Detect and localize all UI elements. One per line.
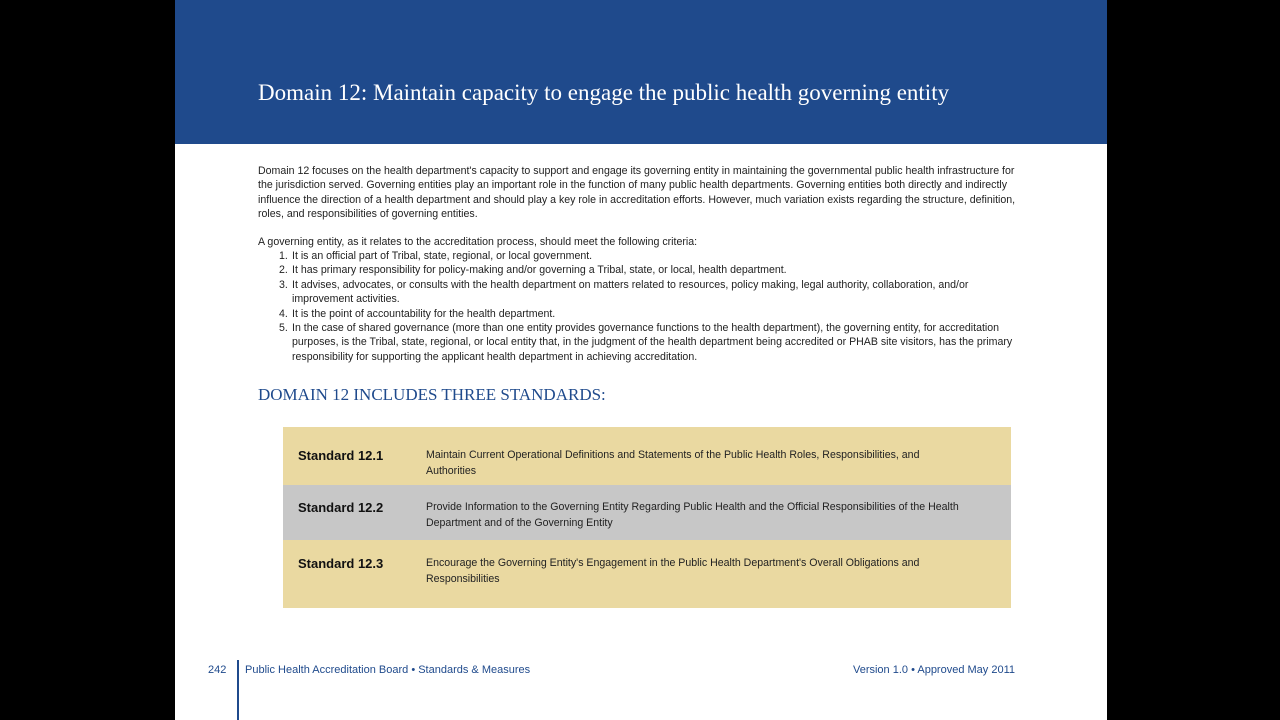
standards-heading: DOMAIN 12 INCLUDES THREE STANDARDS: xyxy=(258,385,606,404)
list-item xyxy=(273,321,1013,364)
list-item-text: It is the point of accountability for the health department. xyxy=(292,307,556,320)
page-footer xyxy=(175,660,1107,720)
list-item-number: 3. xyxy=(279,278,288,291)
standard-description: Provide Information to the Governing Entity Regarding Public Health and the Official Responsibilities of the Health Department and of the Governing Entity xyxy=(426,501,959,529)
standard-label: Standard 12.3 xyxy=(298,556,384,571)
footer-publisher: Public Health Accreditation Board • Standards & Measures xyxy=(245,664,531,676)
standard-row xyxy=(283,540,1011,608)
standard-label: Standard 12.1 xyxy=(298,448,384,463)
list-item-text: It advises, advocates, or consults with the health department on matters related to resources, policy making, legal authority, collaboration, and/or improvement activities. xyxy=(292,278,969,306)
footer-divider xyxy=(237,660,239,720)
list-item-number: 4. xyxy=(279,307,288,320)
page-title: Domain 12: Maintain capacity to engage the public health governing entity xyxy=(258,80,950,105)
list-item xyxy=(273,307,1013,321)
standard-label: Standard 12.2 xyxy=(298,500,384,515)
standard-description: Maintain Current Operational Definitions and Statements of the Public Health Roles, Responsibilities, and Authorities xyxy=(426,449,920,477)
header-banner xyxy=(175,0,1107,144)
page-number: 242 xyxy=(208,664,227,676)
footer-version: Version 1.0 • Approved May 2011 xyxy=(852,664,1015,676)
criteria-lead: A governing entity, as it relates to the accreditation process, should meet the following criteria: xyxy=(258,236,698,248)
list-item-text: In the case of shared governance (more than one entity provides governance functions to the health department), the governing entity, for accreditation purposes, is the Tribal, state, regional, or local entity that, in the judgment of the health department being accredited or PHAB site visitors, has the primary responsibility for supporting the applicant health department in achieving accreditation. xyxy=(292,322,1013,363)
list-item-number: 2. xyxy=(279,264,288,277)
list-item-number: 5. xyxy=(279,322,288,335)
list-item xyxy=(273,263,1013,277)
list-item-text: It has primary responsibility for policy-making and/or governing a Tribal, state, or local, health department. xyxy=(292,264,787,277)
standard-description: Encourage the Governing Entity's Engagement in the Public Health Department's Overall Obligations and Responsibilities xyxy=(426,557,920,585)
standards-table xyxy=(283,427,1011,608)
list-item-number: 1. xyxy=(279,250,288,262)
standard-row xyxy=(283,427,1011,485)
intro-paragraph: Domain 12 focuses on the health department's capacity to support and engage its governing entity in maintaining the governmental public health infrastructure for the jurisdiction served. Governing entities play an important role in the function of many public health departments. Governing entities both directly and indirectly influence the direction of a health department and should play a key role in accreditation efforts. However, much variation exists regarding the structure, definition, roles, and responsibilities of governing entities. xyxy=(258,165,1016,221)
list-item-text: It is an official part of Tribal, state, regional, or local government. xyxy=(292,250,593,262)
standard-row xyxy=(283,485,1011,540)
list-item xyxy=(273,278,1013,307)
list-item xyxy=(273,249,1013,263)
document-page xyxy=(175,0,1107,720)
criteria-list xyxy=(273,249,1013,364)
